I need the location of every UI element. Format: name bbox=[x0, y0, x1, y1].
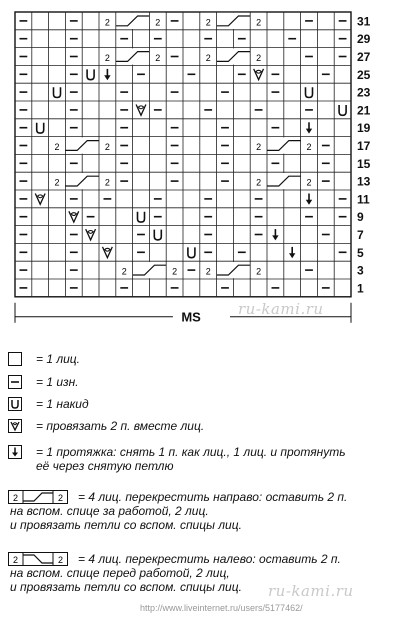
row-number: 11 bbox=[357, 192, 370, 207]
k2tog-icon bbox=[8, 419, 22, 433]
cable-digit: 2 bbox=[54, 141, 60, 152]
cable-digit: 2 bbox=[205, 17, 211, 28]
cable-digit: 2 bbox=[104, 52, 110, 63]
legend-text-ssk: = 1 протяжка: снять 1 п. как лиц., 1 лиц. и протянуть её через снятую петлю bbox=[36, 445, 346, 473]
cable-digit: 2 bbox=[205, 52, 211, 63]
row-number: 3 bbox=[357, 263, 364, 278]
legend-text-yarnover: = 1 накид bbox=[36, 397, 89, 411]
cable-digit: 2 bbox=[256, 52, 262, 63]
row-number: 7 bbox=[357, 228, 364, 242]
row-number: 1 bbox=[357, 281, 364, 296]
cable-digit: 2 bbox=[256, 177, 262, 188]
yarn-over-icon bbox=[8, 397, 22, 411]
legend-text-cross-left-1: = 4 лиц. перекрестить налево: оставить 2 п. bbox=[78, 552, 341, 566]
row-number: 29 bbox=[357, 32, 371, 47]
row-numbers bbox=[357, 14, 371, 295]
cable-left-digit-2: 2 bbox=[57, 555, 64, 565]
cable-digit: 2 bbox=[256, 17, 262, 28]
row-number: 5 bbox=[357, 245, 364, 260]
arrow-down-icon bbox=[8, 445, 22, 459]
cable-digit: 2 bbox=[121, 266, 127, 277]
cable-digit: 2 bbox=[205, 266, 211, 277]
cable-digit: 2 bbox=[172, 266, 178, 277]
chart-watermark: ru-kami.ru bbox=[238, 300, 324, 318]
cable-left-digit: 2 bbox=[12, 555, 19, 565]
row-number: 31 bbox=[357, 14, 371, 29]
legend-watermark: ru-kami.ru bbox=[268, 582, 354, 600]
row-number: 13 bbox=[357, 174, 371, 189]
dash-square-icon bbox=[8, 375, 22, 389]
cable-digit: 2 bbox=[306, 177, 312, 188]
cable-digit: 2 bbox=[104, 17, 110, 28]
cable-digit: 2 bbox=[104, 141, 110, 152]
cable-digit: 2 bbox=[104, 177, 110, 188]
legend-text-k2tog: = провязать 2 п. вместе лиц. bbox=[36, 419, 205, 433]
row-number: 19 bbox=[357, 121, 371, 136]
cable-digit: 2 bbox=[256, 141, 262, 152]
cable-digit: 2 bbox=[256, 266, 262, 277]
empty-square-icon bbox=[8, 352, 22, 366]
source-url: http://www.liveinternet.ru/users/5177462/ bbox=[140, 603, 303, 613]
cable-digit: 2 bbox=[306, 141, 312, 152]
row-number: 23 bbox=[357, 85, 371, 100]
row-number: 17 bbox=[357, 139, 371, 153]
row-number: 9 bbox=[357, 210, 364, 225]
row-number: 21 bbox=[357, 103, 371, 118]
cable-digit: 2 bbox=[54, 177, 60, 188]
cable-digit: 2 bbox=[155, 52, 161, 63]
cable-right-digit: 2 bbox=[12, 493, 19, 503]
legend-text-cross-right-2: на вспом. спице за работой, 2 лиц. и провязать петли со вспом. спицы лиц. bbox=[10, 504, 242, 532]
row-number: 15 bbox=[357, 156, 371, 171]
row-number: 25 bbox=[357, 67, 371, 82]
cable-left-icon bbox=[8, 552, 68, 566]
legend-text-cross-right-1: = 4 лиц. перекрестить направо: оставить 2 п. bbox=[78, 490, 348, 504]
cable-digit: 2 bbox=[155, 17, 161, 28]
ms-label: MS bbox=[181, 309, 201, 325]
legend-text-knit: = 1 лиц. bbox=[36, 352, 80, 366]
legend-text-cross-left-2: на вспом. спице перед работой, 2 лиц, и провязать петли со вспом. спицы лиц. bbox=[10, 566, 242, 594]
row-number: 27 bbox=[357, 50, 371, 64]
cable-right-icon bbox=[8, 490, 68, 504]
cable-right-digit-2: 2 bbox=[57, 493, 64, 503]
legend-text-purl: = 1 изн. bbox=[36, 375, 79, 389]
